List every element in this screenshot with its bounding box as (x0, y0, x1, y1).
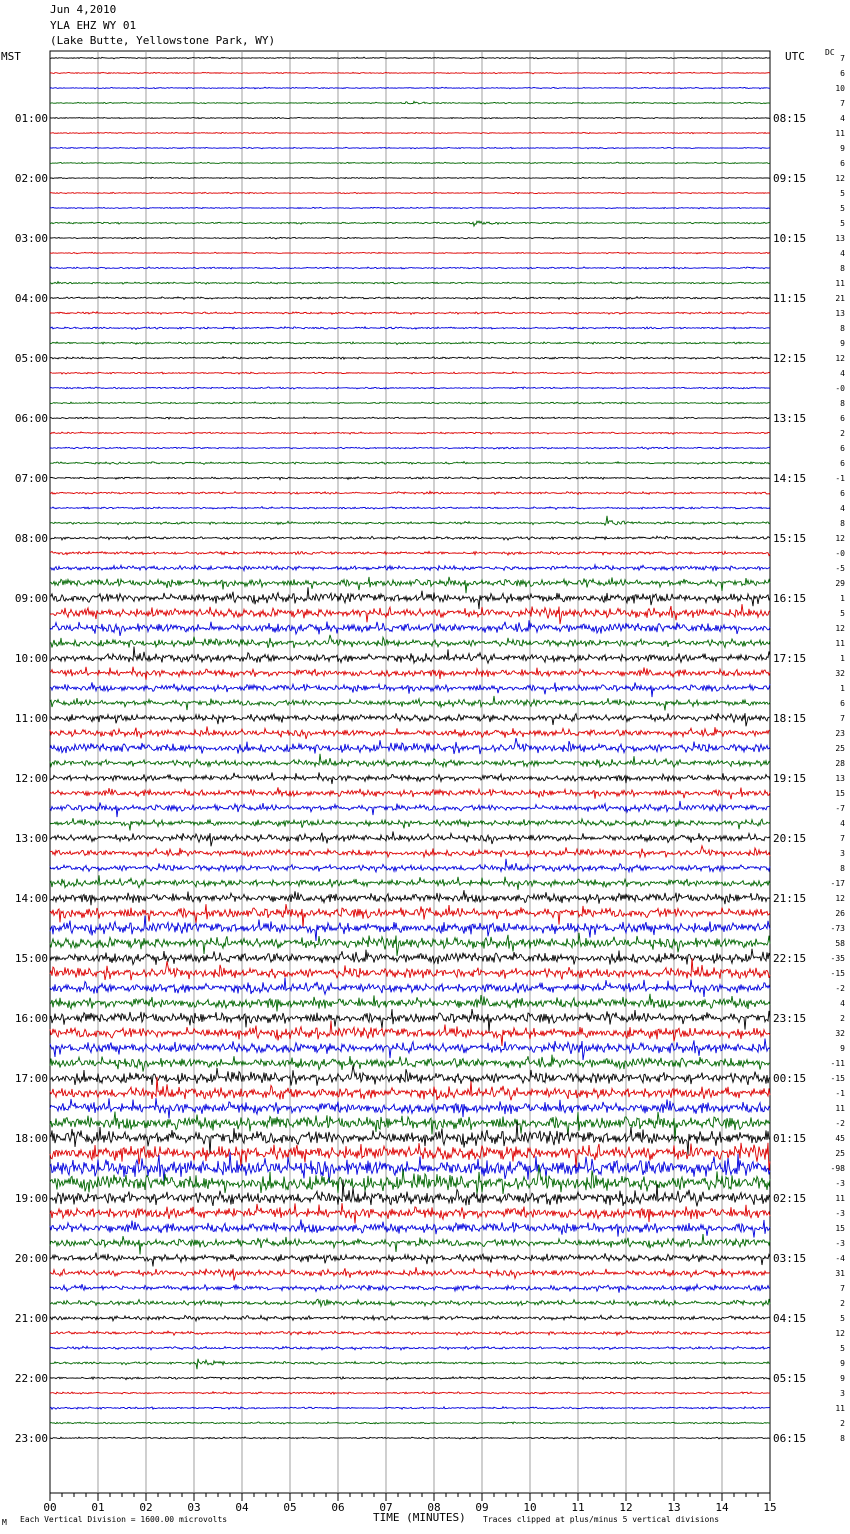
dc-offset-value: 8 (840, 519, 845, 528)
utc-hour-label: 18:15 (773, 712, 807, 725)
dc-offset-value: 8 (840, 399, 845, 408)
dc-offset-value: 12 (835, 534, 845, 543)
utc-hour-label: 23:15 (773, 1012, 807, 1025)
dc-offset-value: 5 (840, 609, 845, 618)
utc-hour-label: 13:15 (773, 412, 807, 425)
mst-hour-label: 07:00 (14, 472, 48, 485)
seismic-trace (50, 252, 770, 254)
seismic-trace (50, 447, 770, 449)
dc-offset-value: 7 (840, 99, 845, 108)
seismic-trace (50, 297, 770, 300)
utc-hour-label: 03:15 (773, 1252, 807, 1265)
seismic-trace (50, 432, 770, 434)
seismic-trace (50, 1220, 770, 1238)
dc-offset-value: 12 (835, 174, 845, 183)
dc-offset-value: -4 (835, 1254, 845, 1263)
mst-hour-label: 15:00 (14, 952, 48, 965)
x-tick-label: 09 (475, 1501, 489, 1514)
dc-offset-value: 13 (835, 234, 845, 243)
seismic-trace (50, 916, 770, 942)
utc-hour-label: 16:15 (773, 592, 807, 605)
seismic-trace (50, 462, 770, 465)
dc-offset-value: 8 (840, 324, 845, 333)
seismic-trace (50, 372, 770, 374)
seismic-trace (50, 1009, 770, 1033)
x-tick-label: 01 (91, 1501, 105, 1514)
dc-offset-value: 6 (840, 69, 845, 78)
x-tick-label: 15 (763, 1501, 777, 1514)
dc-offset-value: 5 (840, 1314, 845, 1323)
utc-hour-label: 20:15 (773, 832, 807, 845)
dc-offset-value: 13 (835, 309, 845, 318)
utc-hour-label: 19:15 (773, 772, 807, 785)
x-tick-label: 14 (715, 1501, 729, 1514)
dc-offset-value: -15 (830, 1074, 845, 1083)
seismic-trace (50, 1021, 770, 1047)
dc-offset-value: 2 (840, 429, 845, 438)
utc-hour-label: 01:15 (773, 1132, 807, 1145)
dc-offset-value: 5 (840, 1344, 845, 1353)
dc-offset-value: 25 (835, 1149, 845, 1158)
dc-offset-value: -1 (835, 1089, 845, 1098)
dc-offset-value: 11 (835, 1404, 845, 1413)
dc-offset-value: 3 (840, 1389, 845, 1398)
scale-note: Each Vertical Division = 1600.00 microvolts (20, 1515, 228, 1524)
seismic-trace (50, 958, 770, 980)
seismic-trace (50, 491, 770, 494)
seismic-trace (50, 604, 770, 624)
dc-offset-value: 7 (840, 834, 845, 843)
seismic-trace (50, 1055, 770, 1072)
dc-offset-value: -98 (830, 1164, 845, 1173)
dc-offset-value: 7 (840, 714, 845, 723)
seismic-trace (50, 565, 770, 571)
dc-offset-value: 9 (840, 1044, 845, 1053)
dc-offset-value: 6 (840, 414, 845, 423)
dc-offset-value: -0 (835, 549, 845, 558)
dc-offset-value: 8 (840, 264, 845, 273)
dc-offset-value: -7 (835, 804, 845, 813)
seismic-trace (50, 859, 770, 872)
seismic-trace (50, 1315, 770, 1321)
x-tick-label: 03 (187, 1501, 201, 1514)
mst-hour-label: 16:00 (14, 1012, 48, 1025)
seismic-trace (50, 357, 770, 359)
dc-offset-value: -5 (835, 564, 845, 573)
x-tick-label: 11 (571, 1501, 585, 1514)
seismic-trace (50, 647, 770, 664)
seismic-trace (50, 267, 770, 269)
dc-offset-value: 12 (835, 354, 845, 363)
seismic-trace (50, 875, 770, 890)
dc-offset-value: -73 (830, 924, 845, 933)
seismic-trace (50, 1359, 770, 1370)
utc-hour-label: 08:15 (773, 112, 807, 125)
dc-offset-value: 6 (840, 444, 845, 453)
utc-hour-label: 00:15 (773, 1072, 807, 1085)
mst-hour-label: 10:00 (14, 652, 48, 665)
seismic-trace (50, 726, 770, 739)
dc-offset-value: 58 (835, 939, 845, 948)
seismic-trace (50, 327, 770, 330)
mst-hour-label: 05:00 (14, 352, 48, 365)
seismic-trace (50, 551, 770, 555)
mst-hour-label: 09:00 (14, 592, 48, 605)
seismic-trace (50, 536, 770, 540)
mst-axis-label: MST (1, 50, 21, 63)
dc-offset-value: 4 (840, 249, 845, 258)
dc-offset-value: 1 (840, 594, 845, 603)
seismic-trace (50, 994, 770, 1012)
dc-offset-value: 12 (835, 624, 845, 633)
x-tick-label: 04 (235, 1501, 249, 1514)
mst-hour-label: 21:00 (14, 1312, 48, 1325)
dc-offset-value: 12 (835, 894, 845, 903)
seismic-trace (50, 72, 770, 74)
seismic-trace (50, 507, 770, 510)
x-tick-label: 02 (139, 1501, 153, 1514)
seismic-trace (50, 192, 770, 194)
seismic-trace (50, 1112, 770, 1142)
dc-offset-value: 6 (840, 489, 845, 498)
seismic-trace (50, 117, 770, 119)
dc-offset-value: 4 (840, 114, 845, 123)
seismic-trace (50, 772, 770, 784)
mst-hour-label: 13:00 (14, 832, 48, 845)
dc-offset-value: 9 (840, 1359, 845, 1368)
dc-offset-value: 11 (835, 129, 845, 138)
seismic-trace (50, 1165, 770, 1194)
seismic-trace (50, 387, 770, 389)
dc-offset-value: 3 (840, 849, 845, 858)
seismic-trace (50, 831, 770, 846)
dc-offset-value: 11 (835, 1104, 845, 1113)
dc-offset-value: 10 (835, 84, 845, 93)
dc-offset-value: -0 (835, 384, 845, 393)
utc-hour-label: 21:15 (773, 892, 807, 905)
seismic-trace (50, 477, 770, 480)
dc-offset-value: -15 (830, 969, 845, 978)
mst-hour-label: 02:00 (14, 172, 48, 185)
seismic-trace (50, 1422, 770, 1424)
mst-hour-label: 03:00 (14, 232, 48, 245)
x-tick-label: 10 (523, 1501, 537, 1514)
seismic-trace (50, 890, 770, 905)
seismic-trace (50, 417, 770, 419)
seismic-trace (50, 635, 770, 648)
dc-offset-value: -3 (835, 1209, 845, 1218)
seismic-trace (50, 1346, 770, 1350)
dc-offset-value: 25 (835, 744, 845, 753)
x-tick-label: 00 (43, 1501, 57, 1514)
dc-offset-value: 15 (835, 789, 845, 798)
dc-offset-value: 2 (840, 1419, 845, 1428)
seismic-trace (50, 282, 770, 285)
dc-offset-value: 1 (840, 654, 845, 663)
dc-offset-value: 11 (835, 279, 845, 288)
dc-offset-value: -2 (835, 1119, 845, 1128)
mst-hour-label: 23:00 (14, 1432, 48, 1445)
seismic-trace (50, 1267, 770, 1280)
dc-offset-value: 4 (840, 504, 845, 513)
x-tick-label: 07 (379, 1501, 393, 1514)
utc-hour-label: 05:15 (773, 1372, 807, 1385)
utc-hour-label: 02:15 (773, 1192, 807, 1205)
utc-hour-label: 10:15 (773, 232, 807, 245)
chart-location: (Lake Butte, Yellowstone Park, WY) (50, 34, 276, 47)
dc-offset-value: -35 (830, 954, 845, 963)
utc-hour-label: 04:15 (773, 1312, 807, 1325)
x-tick-label: 12 (619, 1501, 633, 1514)
dc-offset-value: 9 (840, 144, 845, 153)
seismic-trace (50, 754, 770, 767)
dc-offset-value: 8 (840, 864, 845, 873)
seismic-trace (50, 101, 770, 104)
seismic-trace (50, 933, 770, 956)
seismic-trace (50, 1284, 770, 1293)
x-axis-title: TIME (MINUTES) (373, 1511, 466, 1524)
seismic-trace (50, 713, 770, 726)
mst-hour-label: 04:00 (14, 292, 48, 305)
mst-hour-label: 06:00 (14, 412, 48, 425)
dc-offset-value: 31 (835, 1269, 845, 1278)
dc-offset-value: 6 (840, 159, 845, 168)
seismic-trace (50, 577, 770, 593)
dc-offset-value: 6 (840, 699, 845, 708)
mst-hour-label: 20:00 (14, 1252, 48, 1265)
chart-date: Jun 4,2010 (50, 3, 117, 16)
mst-hour-label: 18:00 (14, 1132, 48, 1145)
seismic-trace (50, 162, 770, 164)
seismic-trace (50, 147, 770, 149)
seismic-trace (50, 846, 770, 858)
seismic-trace (50, 787, 770, 799)
dc-offset-value: 11 (835, 1194, 845, 1203)
dc-offset-value: 2 (840, 1299, 845, 1308)
seismic-trace (50, 696, 770, 711)
x-tick-label: 06 (331, 1501, 345, 1514)
dc-offset-value: 26 (835, 909, 845, 918)
dc-offset-value: 45 (835, 1134, 845, 1143)
dc-offset-value: 13 (835, 774, 845, 783)
dc-offset-value: 7 (840, 1284, 845, 1293)
mst-hour-label: 14:00 (14, 892, 48, 905)
dc-axis-label: DC (825, 48, 835, 57)
seismic-trace (50, 949, 770, 965)
seismic-trace (50, 207, 770, 209)
dc-offset-value: 8 (840, 1434, 845, 1443)
seismic-trace (50, 978, 770, 997)
dc-offset-value: 7 (840, 54, 845, 63)
seismic-trace (50, 1098, 770, 1118)
chart-station: YLA EHZ WY 01 (50, 19, 137, 32)
dc-offset-value: 5 (840, 189, 845, 198)
dc-offset-value: 28 (835, 759, 845, 768)
seismic-trace (50, 1253, 770, 1267)
dc-offset-value: -3 (835, 1179, 845, 1188)
dc-offset-value: 11 (835, 639, 845, 648)
dc-offset-value: 32 (835, 1029, 845, 1038)
dc-offset-value: -1 (835, 474, 845, 483)
dc-offset-value: 32 (835, 669, 845, 678)
seismic-trace (50, 132, 770, 134)
seismic-trace (50, 1407, 770, 1410)
mst-hour-label: 01:00 (14, 112, 48, 125)
utc-hour-label: 09:15 (773, 172, 807, 185)
dc-offset-value: 29 (835, 579, 845, 588)
mst-hour-label: 22:00 (14, 1372, 48, 1385)
mst-hour-label: 12:00 (14, 772, 48, 785)
dc-offset-value: 5 (840, 219, 845, 228)
seismic-trace (50, 667, 770, 680)
x-tick-label: 08 (427, 1501, 441, 1514)
seismic-trace (50, 1234, 770, 1254)
mst-hour-label: 08:00 (14, 532, 48, 545)
seismic-trace (50, 1039, 770, 1061)
dc-offset-value: 4 (840, 999, 845, 1008)
seismic-trace (50, 1437, 770, 1439)
seismic-trace (50, 177, 770, 178)
utc-hour-label: 11:15 (773, 292, 807, 305)
dc-offset-value: -3 (835, 1239, 845, 1248)
dc-offset-value: 23 (835, 729, 845, 738)
seismic-trace (50, 801, 770, 817)
dc-offset-value: 15 (835, 1224, 845, 1233)
seismic-trace (50, 312, 770, 315)
seismic-trace (50, 57, 770, 59)
seismic-trace (50, 402, 770, 404)
dc-offset-value: -11 (830, 1059, 845, 1068)
seismic-trace (50, 516, 770, 525)
dc-offset-value: 12 (835, 1329, 845, 1338)
seismic-trace (50, 738, 770, 754)
dc-offset-value: 4 (840, 819, 845, 828)
utc-hour-label: 22:15 (773, 952, 807, 965)
seismic-trace (50, 620, 770, 636)
utc-hour-label: 15:15 (773, 532, 807, 545)
dc-offset-value: 6 (840, 459, 845, 468)
seismic-trace (50, 237, 770, 239)
x-tick-label: 13 (667, 1501, 681, 1514)
utc-hour-label: 12:15 (773, 352, 807, 365)
seismic-trace (50, 587, 770, 609)
utc-hour-label: 17:15 (773, 652, 807, 665)
dc-offset-value: 21 (835, 294, 845, 303)
seismic-trace (50, 1203, 770, 1223)
dc-offset-value: -17 (830, 879, 845, 888)
seismic-trace (50, 818, 770, 830)
mst-hour-label: 11:00 (14, 712, 48, 725)
seismic-trace (50, 1331, 770, 1335)
mst-hour-label: 17:00 (14, 1072, 48, 1085)
dc-offset-value: 9 (840, 339, 845, 348)
seismic-trace (50, 342, 770, 345)
seismic-trace (50, 1377, 770, 1380)
x-tick-label: 05 (283, 1501, 297, 1514)
utc-hour-label: 06:15 (773, 1432, 807, 1445)
clip-note: Traces clipped at plus/minus 5 vertical divisions (483, 1515, 720, 1524)
mst-hour-label: 19:00 (14, 1192, 48, 1205)
seismic-trace (50, 87, 770, 89)
seismic-trace (50, 1299, 770, 1306)
dc-offset-value: 9 (840, 1374, 845, 1383)
seismic-trace (50, 1065, 770, 1085)
dc-offset-value: 2 (840, 1014, 845, 1023)
seismic-trace (50, 221, 770, 226)
seismic-trace (50, 682, 770, 697)
dc-offset-value: 5 (840, 204, 845, 213)
dc-offset-value: 4 (840, 369, 845, 378)
dc-offset-value: -2 (835, 984, 845, 993)
corner-mark: M (2, 1518, 7, 1527)
dc-offset-value: 1 (840, 684, 845, 693)
seismic-trace (50, 1392, 770, 1394)
utc-axis-label: UTC (785, 50, 805, 63)
utc-hour-label: 14:15 (773, 472, 807, 485)
